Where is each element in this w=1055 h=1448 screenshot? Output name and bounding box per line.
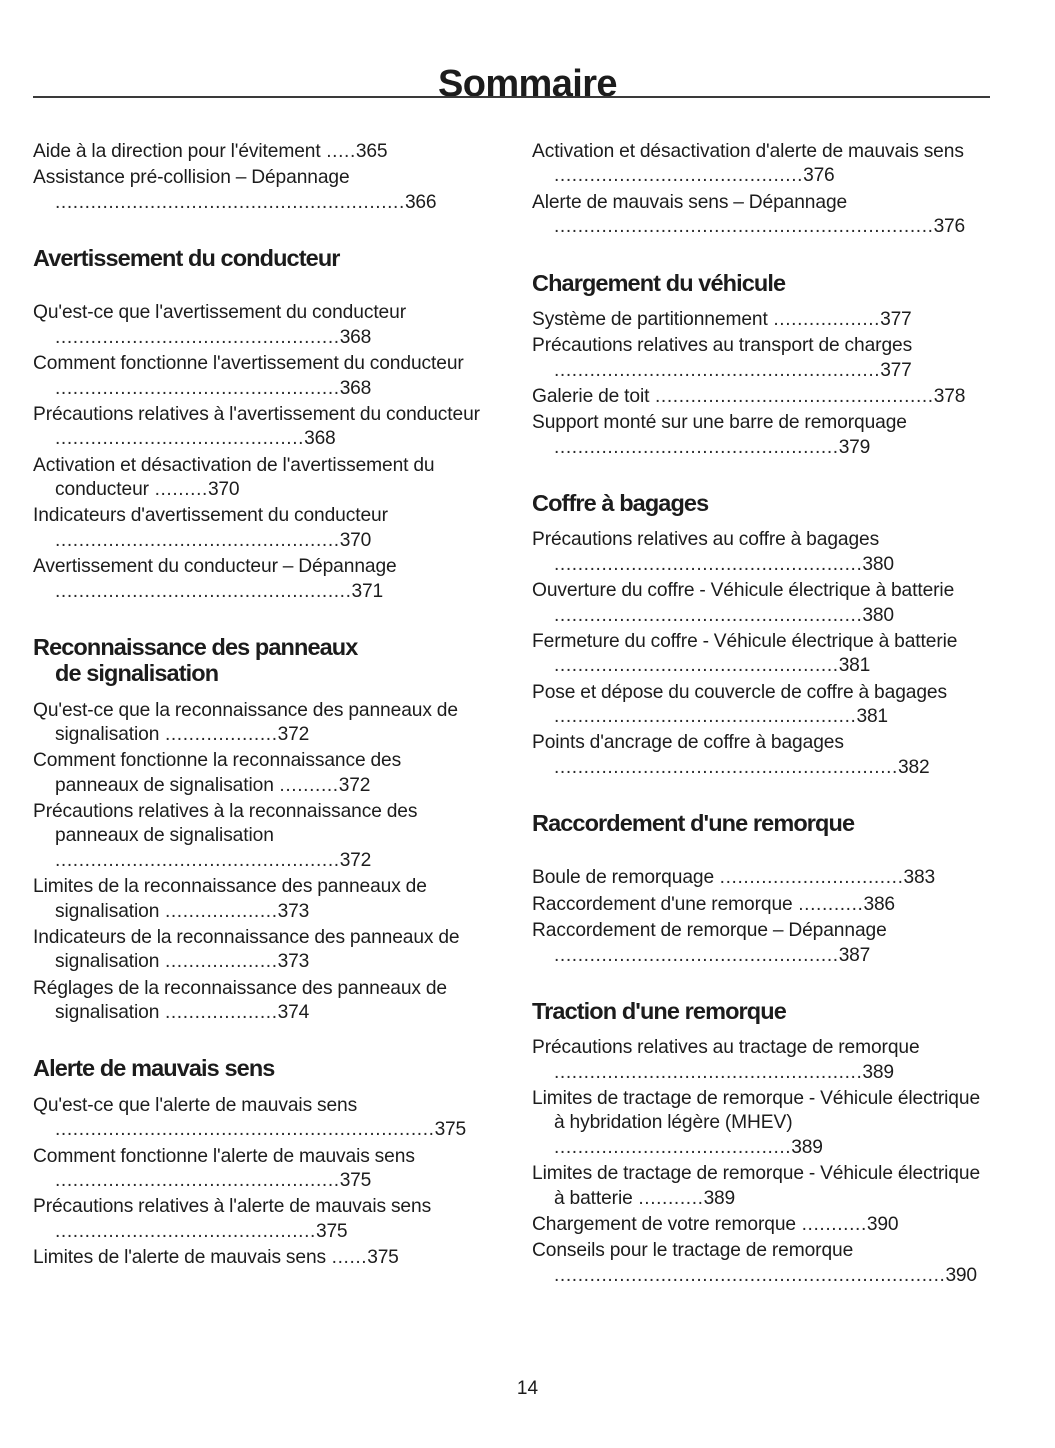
toc-entry-page-number: 375 bbox=[315, 1220, 348, 1242]
toc-entry-leader: .................................................... bbox=[554, 604, 863, 626]
toc-entry-page-number: 376 bbox=[933, 216, 965, 238]
toc-entry-page-number: 386 bbox=[863, 893, 895, 915]
toc-entry-leader: ........... bbox=[632, 1187, 704, 1209]
toc-entry-page-number: 368 bbox=[339, 326, 372, 348]
toc-entry-title: Aide à la direction pour l'évitement bbox=[33, 141, 321, 162]
toc-entry[interactable] bbox=[33, 800, 489, 873]
toc-entry-page-number: 375 bbox=[339, 1169, 372, 1191]
toc-entry-page-number: 372 bbox=[338, 774, 371, 796]
toc-entry[interactable] bbox=[33, 749, 489, 798]
toc-entry-leader: ............................................ bbox=[55, 1220, 316, 1242]
section-heading bbox=[532, 490, 988, 516]
toc-entry-leader: ................................................ bbox=[55, 377, 340, 399]
toc-entry-page-number: 368 bbox=[339, 377, 372, 399]
toc-entry-leader: .................. bbox=[767, 308, 881, 330]
toc-entry-title: Qu'est-ce que l'alerte de mauvais sens bbox=[33, 1094, 358, 1116]
toc-entry-title: Indicateurs d'avertissement du conducteur bbox=[33, 505, 388, 527]
section-heading-line: Avertissement du conducteur bbox=[33, 245, 340, 272]
toc-entry-leader: .................................................... bbox=[554, 1061, 863, 1083]
toc-entry[interactable] bbox=[532, 579, 988, 628]
toc-entry-page-number: 365 bbox=[355, 141, 388, 162]
toc-entry-page-number: 374 bbox=[277, 1002, 310, 1024]
toc-entry-title: Pose et dépose du couvercle de coffre à bagages bbox=[532, 681, 947, 703]
toc-entry[interactable] bbox=[33, 926, 489, 975]
toc-entry-page-number: 378 bbox=[933, 385, 966, 407]
toc-entry-title: Précautions relatives au coffre à bagages bbox=[532, 529, 880, 551]
toc-entry-page-number: 372 bbox=[277, 723, 310, 745]
toc-entry-title: Précautions relatives à l'avertissement du conducteur bbox=[33, 403, 480, 425]
toc-entry-title: Assistance pré-collision – Dépannage bbox=[33, 167, 350, 189]
toc-entry[interactable] bbox=[33, 166, 489, 215]
toc-entry-title: Chargement de votre remorque bbox=[532, 1213, 796, 1235]
section-heading-line: Coffre à bagages bbox=[532, 490, 709, 517]
table-of-contents bbox=[0, 140, 1055, 1290]
toc-entry[interactable] bbox=[532, 308, 988, 332]
toc-entry-leader: ................................................ bbox=[554, 944, 839, 966]
toc-entry-title: Alerte de mauvais sens – Dépannage bbox=[532, 191, 848, 213]
toc-entry-leader: ................... bbox=[159, 1002, 278, 1024]
toc-entry-title: Comment fonctionne la reconnaissance des panneaux de signalisation bbox=[33, 750, 402, 796]
toc-entry-title: Support monté sur une barre de remorquage bbox=[532, 412, 907, 434]
toc-entry-title: Boule de remorquage bbox=[532, 867, 715, 889]
toc-entry-leader: ........... bbox=[792, 893, 864, 915]
toc-entry-page-number: 383 bbox=[903, 867, 935, 889]
toc-entry-title: Qu'est-ce que l'avertissement du conducteur bbox=[33, 302, 406, 324]
toc-entry[interactable] bbox=[532, 1239, 988, 1288]
toc-entry-page-number: 380 bbox=[862, 604, 894, 626]
toc-entry-page-number: 390 bbox=[866, 1213, 899, 1235]
toc-entry-leader: ......... bbox=[148, 479, 208, 501]
section-heading bbox=[532, 810, 988, 836]
toc-entry-title: Précautions relatives à la reconnaissance des panneaux de signalisation bbox=[33, 801, 418, 847]
toc-entry-leader: ...... bbox=[326, 1247, 368, 1268]
page-number: 14 bbox=[516, 1378, 539, 1399]
toc-entry-title: Conseils pour le tractage de remorque bbox=[532, 1240, 854, 1262]
toc-entry-leader: ................................................ bbox=[55, 326, 340, 348]
header-divider bbox=[33, 96, 990, 98]
toc-entry-page-number: 389 bbox=[791, 1136, 823, 1158]
toc-entry-leader: ................................................... bbox=[554, 706, 857, 727]
section-heading-line: Raccordement d'une remorque bbox=[532, 810, 855, 837]
toc-entry-title: Limites de l'alerte de mauvais sens bbox=[33, 1247, 327, 1268]
toc-entry-page-number: 371 bbox=[351, 580, 383, 602]
toc-entry[interactable] bbox=[532, 1087, 988, 1160]
toc-entry[interactable] bbox=[33, 555, 489, 604]
toc-entry[interactable] bbox=[532, 1162, 988, 1211]
toc-entry-page-number: 381 bbox=[856, 706, 888, 727]
toc-entry-leader: .......................................... bbox=[55, 428, 305, 450]
toc-entry-page-number: 389 bbox=[862, 1061, 894, 1083]
toc-entry[interactable] bbox=[532, 893, 988, 917]
toc-entry-title: Points d'ancrage de coffre à bagages bbox=[532, 732, 844, 754]
toc-entry-page-number: 375 bbox=[434, 1119, 466, 1141]
toc-entry-page-number: 387 bbox=[838, 944, 871, 966]
toc-entry-page-number: 375 bbox=[367, 1247, 399, 1268]
section-heading-line: Reconnaissance des panneaux bbox=[33, 633, 358, 660]
toc-entry-leader: ............................................... bbox=[649, 385, 934, 407]
section-heading bbox=[532, 270, 988, 296]
toc-entry-title: Avertissement du conducteur – Dépannage bbox=[33, 556, 397, 578]
toc-entry-leader: ................................................................ bbox=[55, 1119, 435, 1141]
page-title: Sommaire bbox=[438, 63, 617, 106]
toc-entry-page-number: 366 bbox=[404, 191, 437, 213]
toc-entry-leader: .......................................... bbox=[554, 165, 804, 187]
toc-entry-title: Limites de tractage de remorque - Véhicule électrique à hybridation légère (MHEV) bbox=[532, 1088, 981, 1134]
toc-entry-title: Activation et désactivation de l'avertissement du conducteur bbox=[33, 454, 435, 501]
toc-entry[interactable] bbox=[33, 1195, 489, 1244]
toc-entry[interactable] bbox=[532, 191, 988, 240]
toc-entry[interactable] bbox=[33, 352, 489, 401]
toc-entry[interactable] bbox=[532, 681, 988, 730]
toc-entry-leader: ................................................ bbox=[554, 655, 839, 677]
toc-entry-title: Limites de tractage de remorque - Véhicule électrique à batterie bbox=[532, 1163, 981, 1209]
toc-entry-leader: ........................................................... bbox=[55, 191, 405, 213]
section-heading-line: Traction d'une remorque bbox=[532, 997, 786, 1024]
toc-entry[interactable] bbox=[532, 1036, 988, 1085]
toc-entry-leader: ........... bbox=[796, 1213, 867, 1235]
toc-entry[interactable] bbox=[33, 301, 489, 350]
toc-entry-leader: .......................................................... bbox=[554, 756, 898, 778]
section-heading bbox=[33, 245, 489, 271]
section-heading-line: Alerte de mauvais sens bbox=[33, 1055, 275, 1082]
toc-entry-page-number: 368 bbox=[304, 428, 336, 450]
toc-entry-leader: ................... bbox=[159, 900, 278, 922]
toc-entry-title: Comment fonctionne l'alerte de mauvais sens bbox=[33, 1145, 415, 1167]
toc-entry[interactable] bbox=[33, 699, 489, 748]
toc-entry[interactable] bbox=[532, 630, 988, 679]
toc-entry-title: Ouverture du coffre - Véhicule électrique à batterie bbox=[532, 580, 955, 602]
toc-entry-title: Précautions relatives au tractage de remorque bbox=[532, 1037, 920, 1059]
toc-entry-page-number: 390 bbox=[945, 1264, 977, 1286]
section-heading-line: de signalisation bbox=[55, 660, 219, 687]
toc-entry[interactable] bbox=[532, 334, 988, 383]
toc-entry[interactable] bbox=[33, 977, 489, 1026]
toc-entry-leader: ................................................ bbox=[55, 1169, 340, 1191]
toc-entry-page-number: 376 bbox=[803, 165, 835, 187]
toc-entry[interactable] bbox=[532, 1213, 988, 1237]
section-heading bbox=[532, 998, 988, 1024]
toc-entry[interactable] bbox=[532, 528, 988, 577]
toc-entry-page-number: 372 bbox=[339, 849, 372, 871]
toc-entry-leader: ................................................ bbox=[55, 849, 340, 871]
toc-entry-page-number: 381 bbox=[838, 655, 871, 677]
toc-entry-leader: ................... bbox=[159, 723, 278, 745]
section-heading-line: Chargement du véhicule bbox=[532, 269, 786, 296]
toc-entry-page-number: 370 bbox=[207, 479, 240, 501]
toc-entry-title: Galerie de toit bbox=[532, 385, 650, 407]
toc-entry-title: Précautions relatives à l'alerte de mauvais sens bbox=[33, 1196, 432, 1218]
toc-entry[interactable] bbox=[33, 504, 489, 553]
toc-entry-page-number: 373 bbox=[277, 951, 310, 973]
toc-entry[interactable] bbox=[33, 1094, 489, 1143]
toc-entry-leader: .......... bbox=[273, 774, 339, 796]
toc-entry-title: Précautions relatives au transport de charges bbox=[532, 335, 913, 357]
toc-entry-page-number: 377 bbox=[880, 308, 912, 330]
toc-entry[interactable] bbox=[532, 385, 988, 409]
toc-entry-leader: .................................................................. bbox=[554, 1264, 946, 1286]
toc-entry-title: Limites de la reconnaissance des panneaux de signalisation bbox=[33, 876, 427, 922]
toc-entry[interactable] bbox=[33, 454, 489, 503]
toc-entry-page-number: 370 bbox=[339, 529, 372, 551]
toc-entry-title: Indicateurs de la reconnaissance des panneaux de signalisation bbox=[33, 926, 460, 973]
toc-entry-title: Comment fonctionne l'avertissement du conducteur bbox=[33, 353, 464, 375]
toc-entry-title: Fermeture du coffre - Véhicule électrique à batterie bbox=[532, 630, 958, 652]
section-heading bbox=[33, 634, 489, 687]
toc-entry-leader: ........................................ bbox=[554, 1136, 792, 1158]
toc-entry-leader: ................................................ bbox=[554, 436, 839, 458]
toc-entry-leader: .................................................. bbox=[55, 580, 352, 602]
toc-entry[interactable] bbox=[532, 866, 988, 890]
toc-entry[interactable] bbox=[33, 1246, 489, 1270]
toc-entry[interactable] bbox=[532, 919, 988, 968]
toc-entry-page-number: 389 bbox=[703, 1187, 735, 1209]
toc-entry-title: Système de partitionnement bbox=[532, 308, 768, 330]
toc-entry-page-number: 380 bbox=[862, 553, 894, 575]
toc-entry-leader: ............................... bbox=[714, 867, 904, 889]
toc-entry-page-number: 377 bbox=[880, 359, 912, 381]
toc-entry[interactable] bbox=[33, 403, 489, 452]
toc-entry-title: Raccordement de remorque – Dépannage bbox=[532, 920, 887, 942]
toc-entry-title: Qu'est-ce que la reconnaissance des panneaux de signalisation bbox=[33, 699, 458, 745]
toc-entry-leader: .................................................... bbox=[554, 553, 863, 575]
toc-entry-page-number: 373 bbox=[277, 900, 310, 922]
toc-entry[interactable] bbox=[532, 140, 988, 189]
toc-entry-leader: ................................................................ bbox=[554, 216, 934, 238]
right-column bbox=[532, 140, 988, 1290]
toc-entry[interactable] bbox=[33, 1145, 489, 1194]
toc-entry-title: Activation et désactivation d'alerte de mauvais sens bbox=[532, 141, 964, 162]
toc-entry[interactable] bbox=[33, 875, 489, 924]
toc-entry[interactable] bbox=[532, 411, 988, 460]
toc-entry-leader: ................... bbox=[159, 951, 278, 973]
toc-entry-leader: ................................................ bbox=[55, 529, 340, 551]
left-column bbox=[33, 140, 489, 1272]
toc-entry-leader: ....................................................... bbox=[554, 359, 881, 381]
toc-entry[interactable] bbox=[33, 140, 489, 164]
toc-entry-page-number: 379 bbox=[838, 436, 871, 458]
toc-entry-leader: ..... bbox=[320, 141, 356, 162]
toc-entry-title: Réglages de la reconnaissance des panneaux de signalisation bbox=[33, 977, 447, 1024]
toc-entry[interactable] bbox=[532, 731, 988, 780]
section-heading bbox=[33, 1055, 489, 1081]
toc-entry-title: Raccordement d'une remorque bbox=[532, 893, 793, 915]
toc-entry-page-number: 382 bbox=[898, 756, 930, 778]
